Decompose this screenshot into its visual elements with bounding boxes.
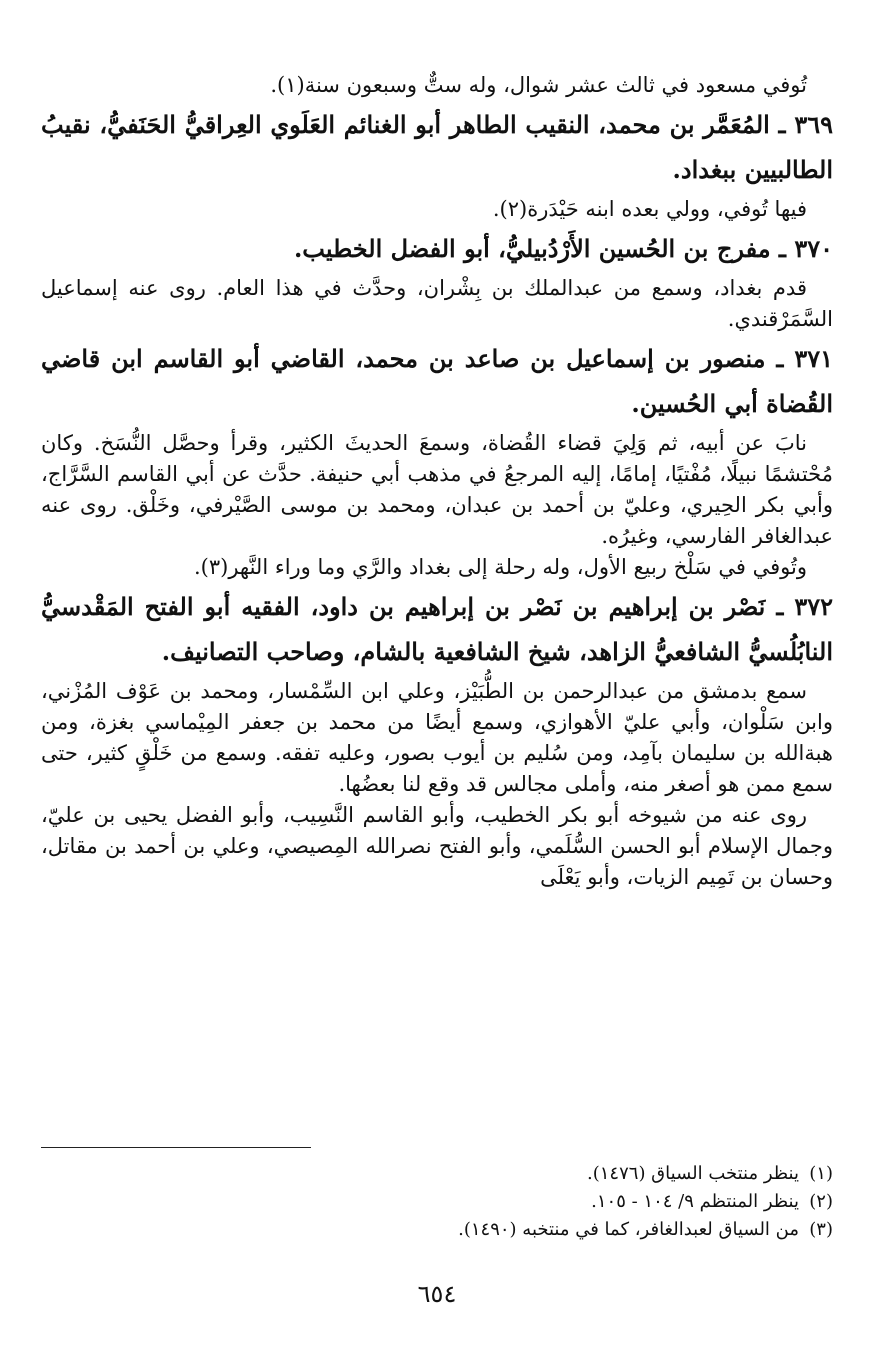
paragraph: سمع بدمشق من عبدالرحمن بن الطُّبَيْز، وعلي ابن السِّمْسار، ومحمد بن عَوْف المُزْني، وابن سَلْوان، وأبي عليّ الأهوازي، وسمع أيضًا من محمد بن جعفر المِيْماسي بغزة، ومن هبةالله بن سليمان بآمِد، ومن سُليم بن أيوب بصور، وعليه تفقه. وسمع من خَلْقٍ كثير، حتى سمع ممن هو أصغر منه، وأملى مجالس قد وقع لنا بعضُها. (41, 679, 833, 796)
paragraph: وتُوفي في سَلْخ ربيع الأول، وله رحلة إلى بغداد والرَّي وما وراء النَّهر(٣). (193, 555, 807, 579)
footnote-number: (٢) (809, 1191, 833, 1212)
entry-heading-370: ٣٧٠ ـ مفرج بن الحُسين الأَرْدُبيليُّ، أبو الفضل الخطيب. (293, 234, 833, 263)
paragraph: نابَ عن أبيه، ثم وَلِيَ قضاء القُضاة، وسمعَ الحديثَ الكثير، وقرأ وحصَّل النُّسَخ. وكان مُحْتشمًا نبيلًا، مُفْتيًا، إمامًا، إليه المرجعُ في مذهب أبي حنيفة. حدَّث عن أبي القاسم السَّرَّاج، وأبي بكر الحِيري، وعليّ بن أحمد بن عبدان، ومحمد بن موسى الصَّيْرفي، وخَلْق. روى عنه عبدالغافر الفارسي، وغيرُه. (41, 431, 833, 548)
footnote-1 (41, 1160, 833, 1188)
entry-heading-372: ٣٧٢ ـ نَصْر بن إبراهيم بن نَصْر بن إبراهيم بن داود، الفقيه أبو الفتح المَقْدسيُّ النابُلُسيُّ الشافعيُّ الزاهد، شيخ الشافعية بالشام، وصاحب التصانيف. (41, 592, 833, 666)
footnote-number: (١) (809, 1163, 833, 1184)
paragraph: روى عنه من شيوخه أبو بكر الخطيب، وأبو القاسم النَّسِيب، وأبو الفضل يحيى بن عليّ، وجمال الإسلام أبو الحسن السُّلَمي، وأبو الفتح نصرالله المِصيصي، وعلي بن أحمد بن مقاتل، وحسان بن تَمِيم الزيات، وأبو يَعْلَى (41, 803, 833, 889)
paragraph: قدم بغداد، وسمع من عبدالملك بن بِشْران، وحدَّث في هذا العام. روى عنه إسماعيل السَّمَرْقندي. (41, 276, 833, 331)
paragraph: تُوفي مسعود في ثالث عشر شوال، وله ستٌّ وسبعون سنة(١). (270, 73, 807, 97)
page-body (41, 70, 833, 1364)
footnote-2 (41, 1188, 833, 1216)
footnote-text: ينظر منتخب السياق (١٤٧٦). (587, 1163, 799, 1184)
page-number: ٦٥٤ (417, 1280, 457, 1308)
paragraph: فيها تُوفي، وولي بعده ابنه حَيْدَرة(٢). (492, 197, 807, 221)
footnote-divider (41, 1147, 311, 1148)
footnote-3 (41, 1216, 833, 1244)
footnote-text: ينظر المنتظم ٩/ ١٠٤ - ١٠٥. (591, 1191, 799, 1212)
entry-heading-369: ٣٦٩ ـ المُعَمَّر بن محمد، النقيب الطاهر أبو الغنائم العَلَوي العِراقيُّ الحَنَفيُّ، نقيبُ الطالبيين ببغداد. (41, 110, 833, 184)
footnote-number: (٣) (809, 1219, 833, 1240)
entry-heading-371: ٣٧١ ـ منصور بن إسماعيل بن صاعد بن محمد، القاضي أبو القاسم ابن قاضي القُضاة أبي الحُسين. (41, 344, 833, 418)
footnote-text: من السياق لعبدالغافر، كما في منتخبه (١٤٩٠). (458, 1219, 799, 1240)
